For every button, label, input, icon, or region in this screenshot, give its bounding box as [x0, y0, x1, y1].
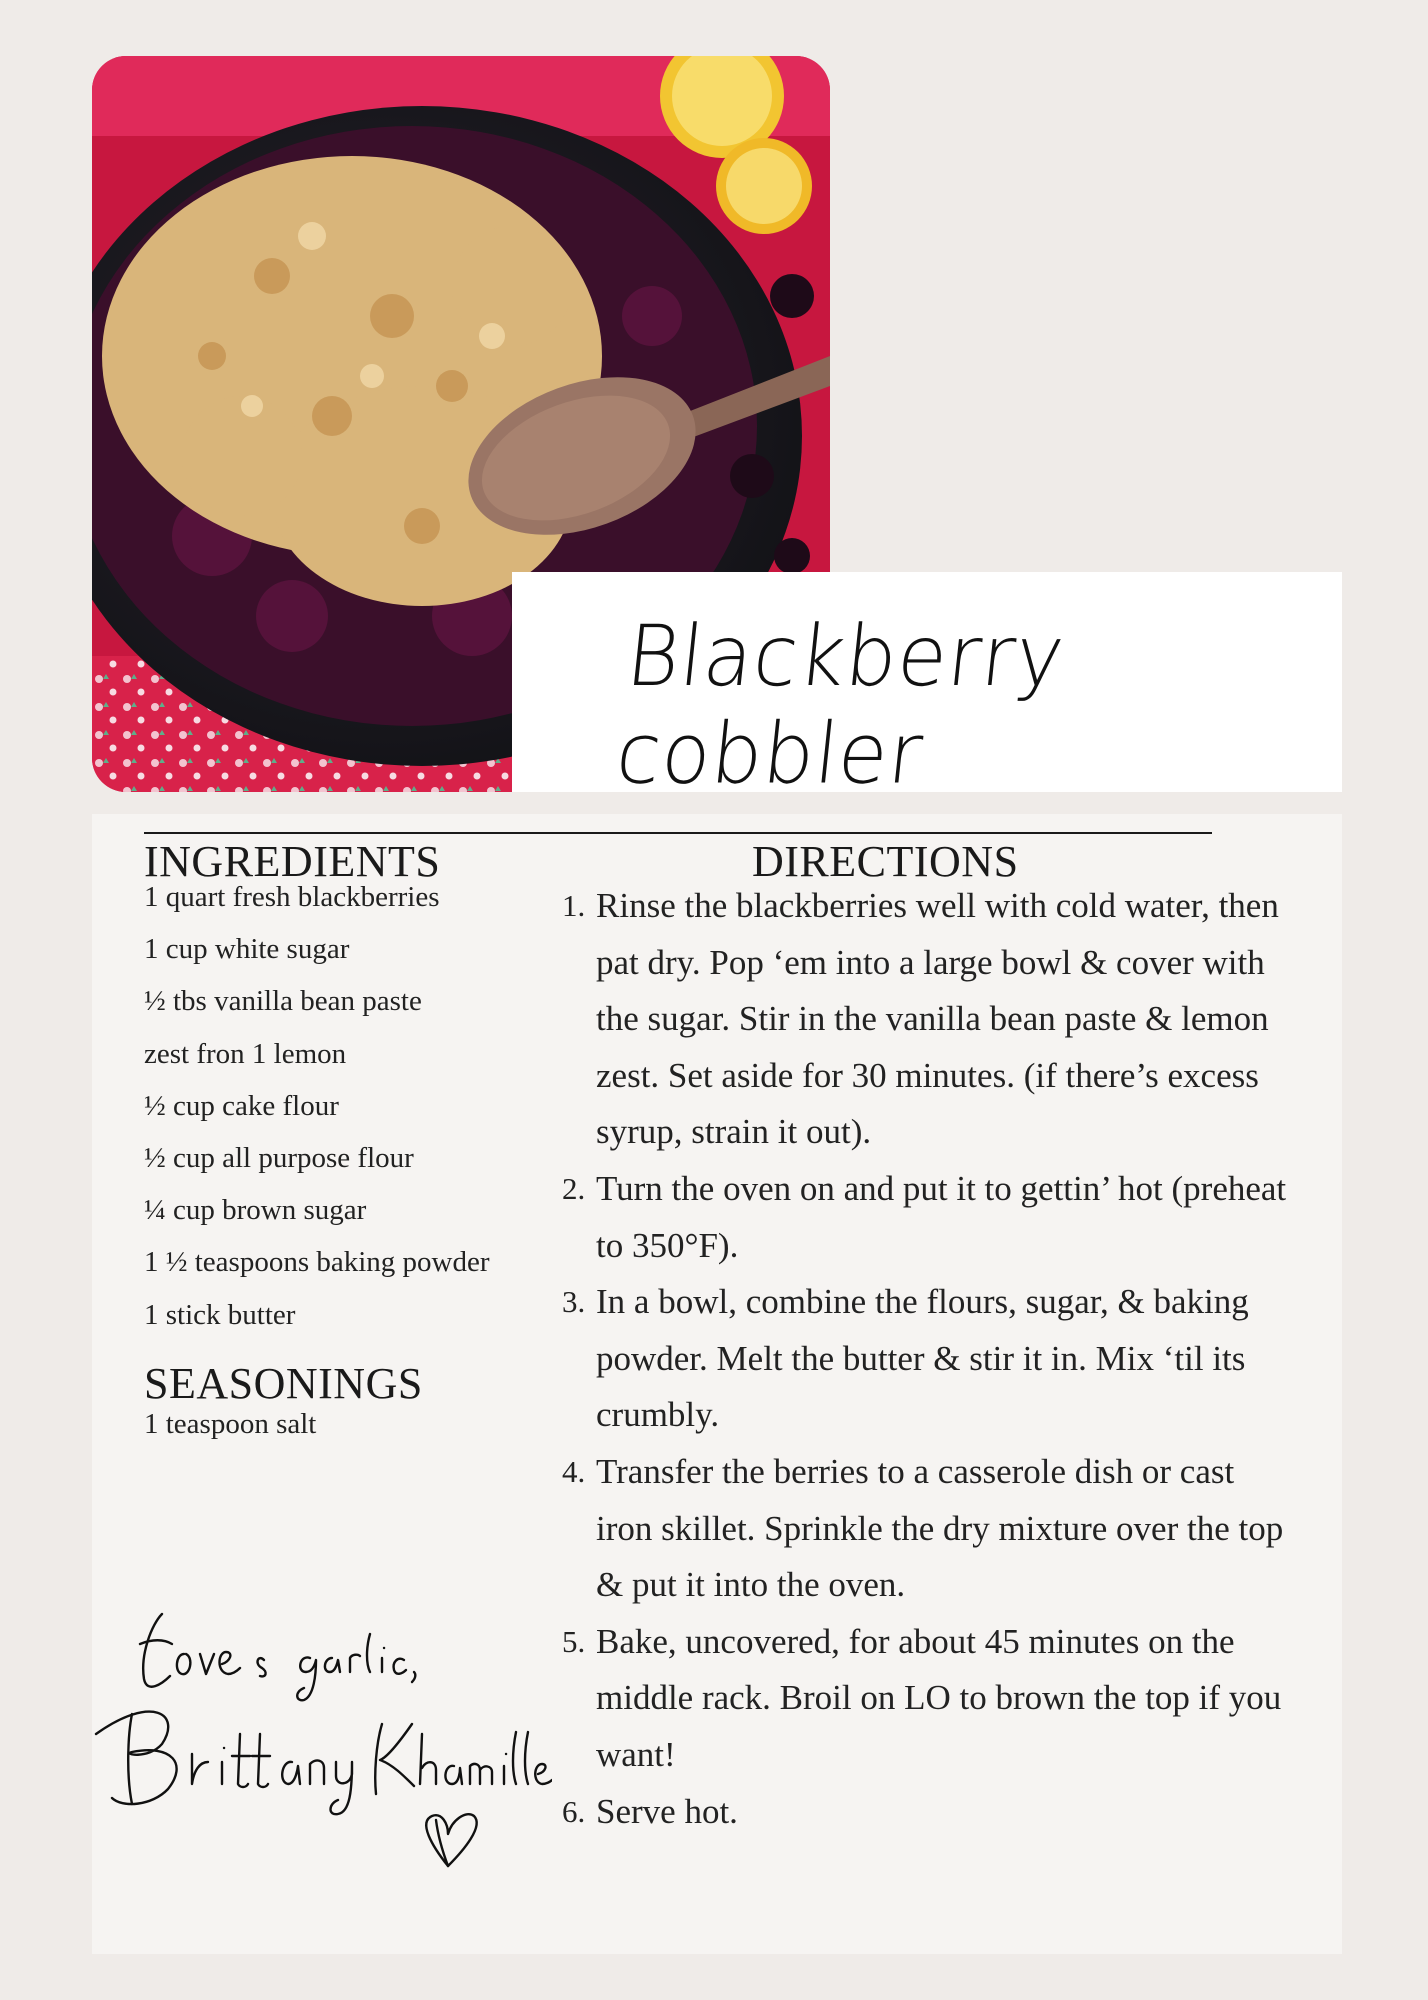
recipe-title: Blackberry cobbler: [611, 607, 1070, 803]
ingredient-item: ½ cup all purpose flour: [144, 1141, 414, 1174]
ingredient-item: 1 cup white sugar: [144, 933, 350, 966]
step-number: 5.: [562, 1623, 586, 1659]
title-card: [512, 572, 1342, 803]
direction-step: [562, 1161, 1292, 1274]
divider: [144, 832, 1212, 834]
step-text: Serve hot.: [596, 1791, 738, 1831]
step-text: Rinse the blackberries well with cold water, then pat dry. Pop ‘em into a large bowl & cover with the sugar. Stir in the vanilla bean paste & lemon zest. Set aside for 30 minutes. (if there’s excess syrup, strain it out).: [596, 886, 1279, 1152]
direction-step: [562, 1784, 1292, 1841]
ingredients-list: [144, 880, 490, 1350]
ingredient-item: ¼ cup brown sugar: [144, 1194, 367, 1227]
ingredient-item: ½ cup cake flour: [144, 1089, 339, 1122]
direction-step: [562, 1614, 1292, 1784]
step-number: 4.: [562, 1453, 586, 1489]
step-text: Bake, uncovered, for about 45 minutes on the middle rack. Broil on LO to brown the top if you want!: [596, 1621, 1282, 1774]
directions-heading: DIRECTIONS: [752, 837, 1019, 886]
direction-step: [562, 1274, 1292, 1444]
seasonings-heading: SEASONINGS: [144, 1359, 423, 1408]
step-number: 2.: [562, 1170, 586, 1206]
step-number: 3.: [562, 1284, 586, 1320]
direction-step: [562, 1444, 1292, 1614]
step-text: Turn the oven on and put it to gettin’ hot (preheat to 350°F).: [596, 1168, 1287, 1265]
ingredient-item: 1 ½ teaspoons baking powder: [144, 1246, 490, 1279]
ingredients-heading: INGREDIENTS: [144, 837, 441, 886]
step-text: In a bowl, combine the flours, sugar, & baking powder. Melt the butter & stir it in. Mix ‘til its crumbly.: [596, 1282, 1249, 1435]
ingredient-item: ½ tbs vanilla bean paste: [144, 985, 422, 1018]
ingredient-item: 1 quart fresh blackberries: [144, 881, 440, 913]
handwritten-signature: [92, 1584, 552, 1904]
seasonings-list: [144, 1408, 316, 1441]
directions-list: [562, 878, 1292, 1840]
step-text: Transfer the berries to a casserole dish or cast iron skillet. Sprinkle the dry mixture over the top & put it into the oven.: [596, 1451, 1284, 1605]
step-number: 6.: [562, 1793, 586, 1829]
recipe-card: [92, 814, 1342, 1954]
step-number: 1.: [562, 888, 586, 923]
ingredient-item: zest fron 1 lemon: [144, 1037, 347, 1070]
ingredient-item: 1 stick butter: [144, 1298, 296, 1331]
seasoning-item: 1 teaspoon salt: [144, 1408, 317, 1440]
direction-step: [562, 878, 1292, 1161]
